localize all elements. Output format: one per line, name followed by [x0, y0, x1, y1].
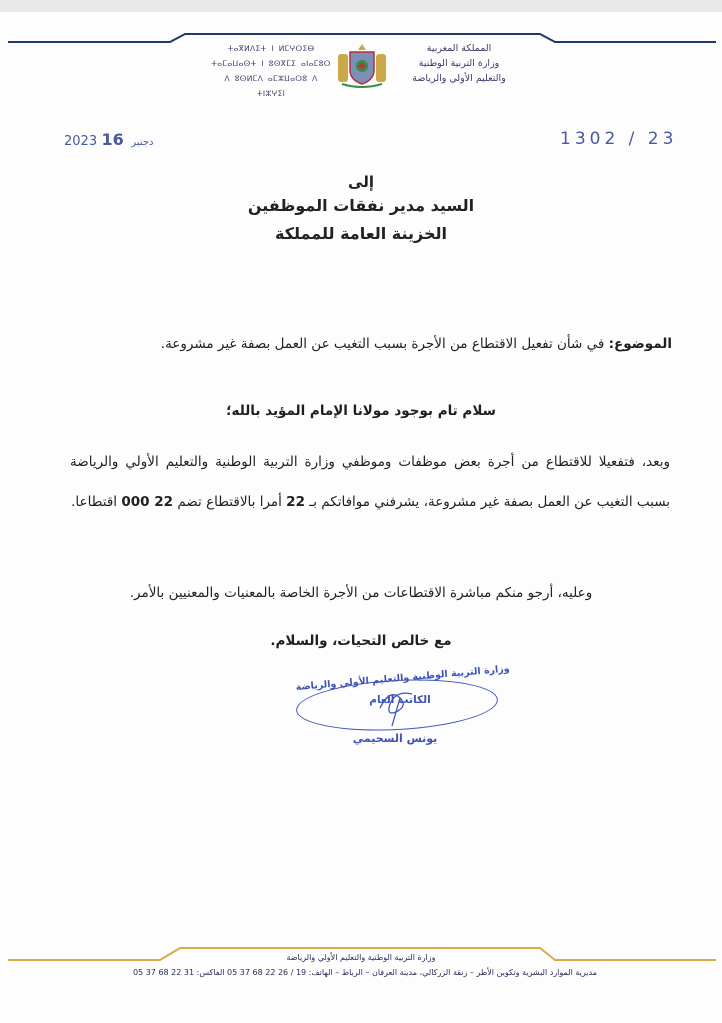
deductions-count: 22 000 [121, 494, 174, 510]
handwritten-signature-icon [370, 678, 430, 728]
recipient-institution: الخزينة العامة للمملكة [274, 224, 448, 243]
tifinagh-line-1: ⵜⴰⴳⵍⴷⵉⵜ ⵏ ⵍⵎⵖⵔⵉⴱ [227, 44, 315, 53]
recipient-title: السيد مدير نفقات الموظفين [247, 196, 475, 215]
header-ministry-1: وزارة التربية الوطنية [418, 58, 500, 69]
body-part-2: أمرا بالاقتطاع تضم [173, 494, 287, 510]
date-day: 16 [101, 130, 124, 149]
subject-label: الموضوع: [608, 336, 672, 352]
tifinagh-header [210, 41, 332, 101]
to-label: إلى [348, 173, 374, 191]
subject [100, 336, 672, 352]
stamp-title: الكاتب العام [369, 694, 431, 706]
signatory-name: يونس السحيمي [352, 732, 438, 745]
body-part-1: وبعد، فتفعيلا للاقتطاع من أجرة بعض موظفات وموظفي وزارة التربية الوطنية والتعليم الأولي والرياضة بسبب التغيب عن العمل بصفة غير مشروعة، يشرفني موافاتكم بـ [70, 454, 670, 510]
orders-count: 22 [286, 494, 305, 510]
salutation: مع خالص التحيات، والسلام. [270, 633, 452, 649]
header-ministry-2: والتعليم الأولي والرياضة [412, 73, 506, 84]
footer-contact: مديرية الموارد البشرية وتكوين الأطر – زنقة الزركالي، مدينة العرفان – الرباط – الهاتف: 19 / 26 22 68 37 05 الفاكس: 31 22 68 37 05 [132, 968, 598, 977]
arabic-header [398, 41, 520, 86]
tifinagh-line-2: ⵜⴰⵎⴰⵡⴰⵙⵜ ⵏ ⵓⵙⴳⵎⵉ ⴰⵏⴰⵎⵓⵔ [211, 59, 331, 68]
body-paragraph [70, 442, 670, 522]
date-year: 2023 [64, 134, 98, 149]
tifinagh-line-3: ⴷ ⵓⵙⵍⵎⴷ ⴰⵎⵣⵡⴰⵔⵓ ⴷ ⵜⵏⵣⵖⵉⵏ [224, 74, 318, 98]
coat-of-arms-icon [334, 42, 390, 88]
reference-number: 1302 / 23 [560, 129, 678, 149]
footer-ministry: وزارة التربية الوطنية والتعليم الأولي والرياضة [286, 953, 436, 962]
closing-request: وعليه، أرجو منكم مباشرة الاقتطاعات من الأجرة الخاصة بالمعنيات والمعنيين بالأمر. [129, 585, 593, 601]
subject-text: في شأن تفعيل الاقتطاع من الأجرة بسبب التغيب عن العمل بصفة غير مشروعة. [160, 336, 609, 352]
scan-border [0, 0, 722, 12]
stamp-ministry: وزارة التربية الوطنية والتعليم الأولي والرياضة [295, 663, 511, 694]
body-part-3: اقتطاعا. [71, 494, 122, 510]
header-kingdom: المملكة المغربية [426, 43, 492, 54]
signature-stamp [290, 663, 511, 760]
date-month: دجنبر [131, 137, 154, 148]
greeting: سلام تام بوجود مولانا الإمام المؤيد بالله؛ [226, 403, 496, 419]
date-stamp [64, 130, 156, 149]
